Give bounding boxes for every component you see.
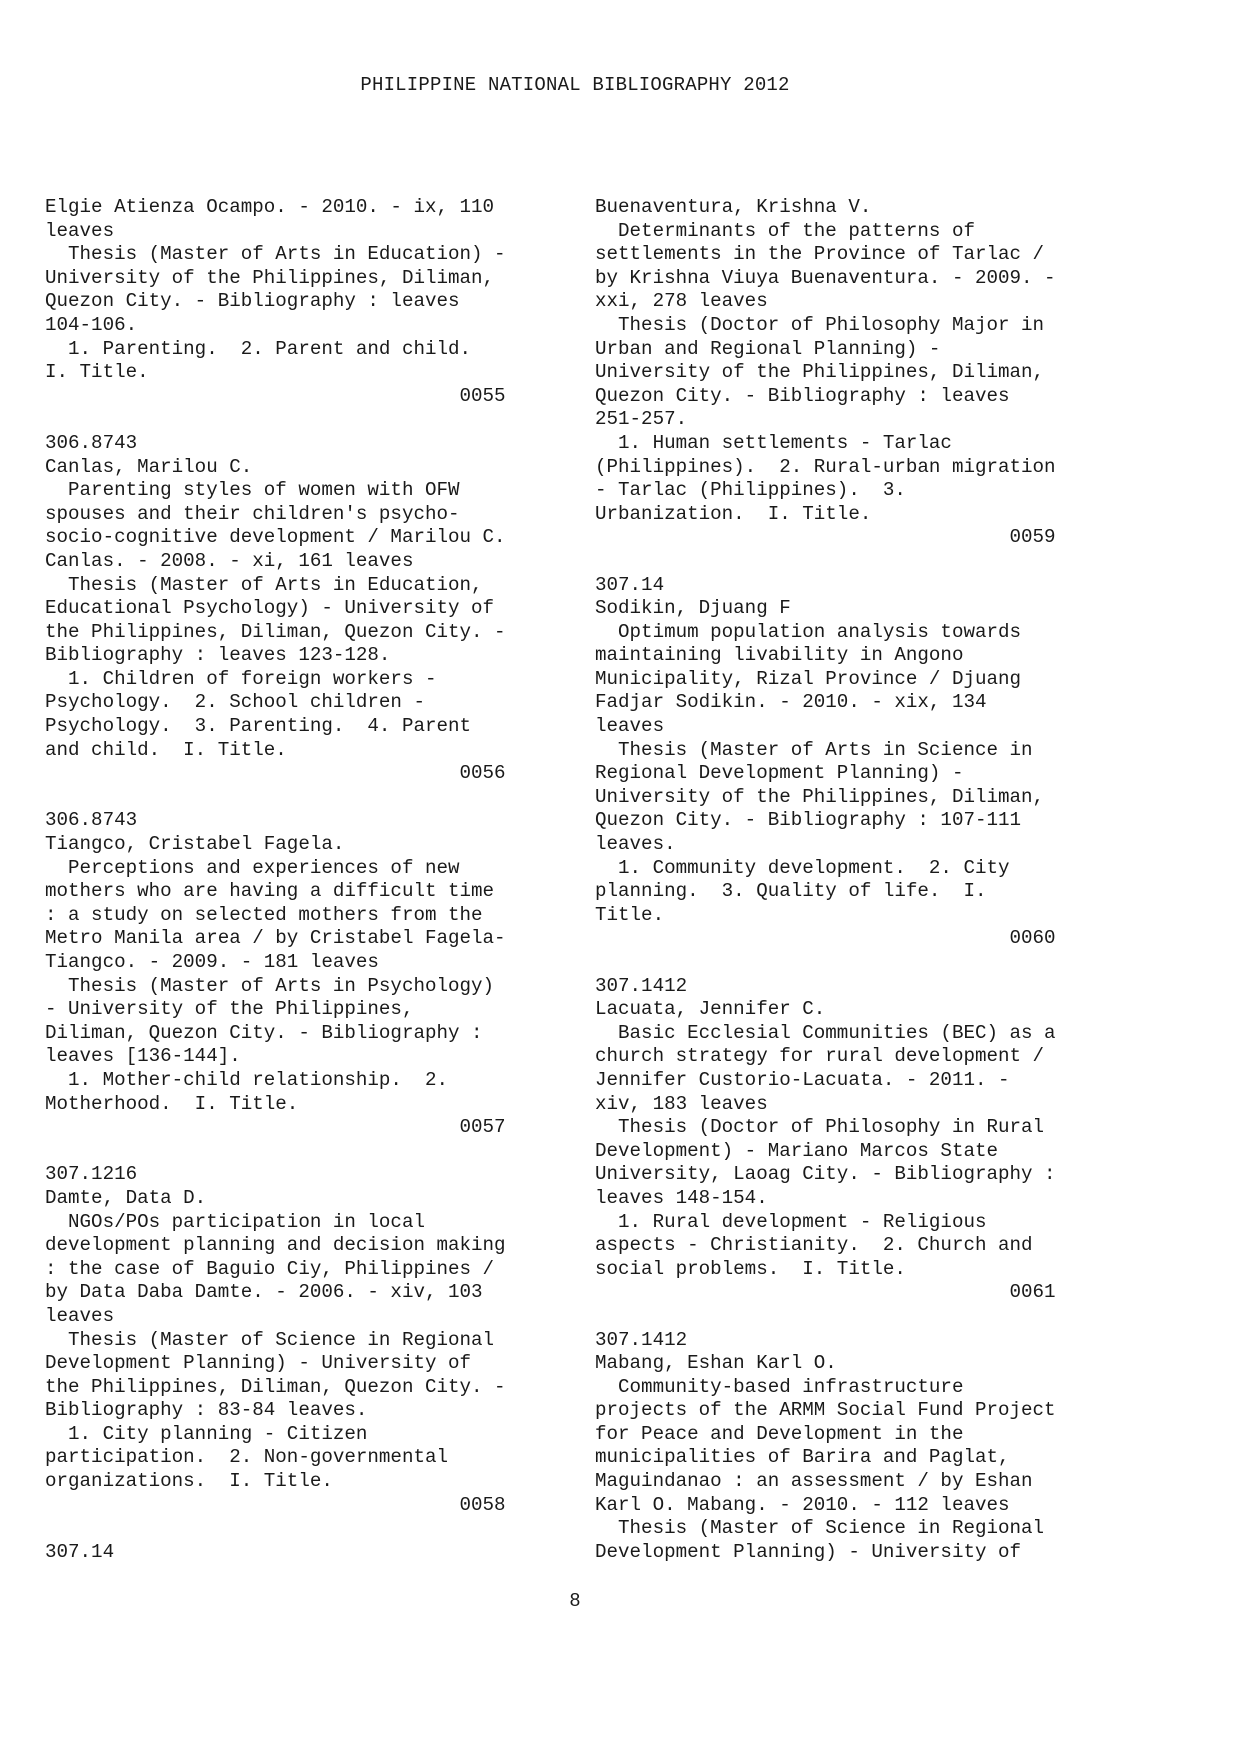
text-line: Development Planning) - University of (595, 1540, 1022, 1563)
text-line: 0060 (595, 927, 1056, 950)
text-line: organizations. I. Title. (45, 1470, 333, 1493)
text-line: Motherhood. I. Title. (45, 1092, 299, 1115)
text-line: University, Laoag City. - Bibliography : (595, 1163, 1056, 1186)
text-line: Canlas, Marilou C. (45, 455, 253, 478)
text-line: 1. Children of foreign workers - (45, 667, 437, 690)
text-line: Fadjar Sodikin. - 2010. - xix, 134 (595, 691, 987, 714)
text-line (595, 1305, 1056, 1329)
text-line: planning. 3. Quality of life. I. (595, 880, 987, 903)
text-line: Title. (595, 903, 665, 926)
text-line: Elgie Atienza Ocampo. - 2010. - ix, 110 (45, 196, 495, 218)
text-line: Thesis (Doctor of Philosophy in Rural (595, 1116, 1045, 1139)
text-line: maintaining livability in Angono (595, 644, 964, 667)
text-line: for Peace and Development in the (595, 1422, 964, 1445)
text-line: Tiangco, Cristabel Fagela. (45, 833, 345, 856)
text-line: 1. City planning - Citizen (45, 1422, 368, 1445)
text-line: Development Planning) - University of (45, 1352, 472, 1375)
text-line: Buenaventura, Krishna V. (595, 196, 872, 218)
text-line: Maguindanao : an assessment / by Eshan (595, 1470, 1033, 1493)
text-line: Mabang, Eshan Karl O. (595, 1352, 837, 1375)
text-line (595, 951, 1056, 975)
text-line: 307.14 (45, 1540, 115, 1563)
text-line: settlements in the Province of Tarlac / (595, 243, 1045, 266)
text-line: 0055 (45, 384, 506, 407)
text-line: Tiangco. - 2009. - 181 leaves (45, 951, 379, 973)
text-line: 0056 (45, 762, 506, 785)
text-line: Canlas. - 2008. - xi, 161 leaves (45, 549, 414, 572)
text-line (45, 408, 506, 432)
text-line: Thesis (Master of Arts in Psychology) (45, 974, 495, 997)
text-line: University of the Philippines, Diliman, (595, 785, 1045, 808)
text-line: 307.1216 (45, 1163, 138, 1186)
text-line: 306.8743 (45, 431, 138, 454)
text-line: Thesis (Master of Arts in Education) - (45, 243, 506, 266)
text-line: 0061 (595, 1281, 1056, 1304)
text-line: Psychology. 2. School children - (45, 691, 425, 714)
text-line (45, 1517, 506, 1541)
text-line: Psychology. 3. Parenting. 4. Parent (45, 715, 472, 738)
text-line: Urbanization. I. Title. (595, 502, 872, 525)
text-line: participation. 2. Non-governmental (45, 1446, 449, 1469)
text-line: Quezon City. - Bibliography : leaves (45, 290, 460, 313)
text-line: 306.8743 (45, 809, 138, 832)
text-line: 0058 (45, 1493, 506, 1516)
text-line: NGOs/POs participation in local (45, 1210, 425, 1233)
text-line: development planning and decision making (45, 1234, 506, 1257)
text-line: 0059 (595, 526, 1056, 549)
text-line: Damte, Data D. (45, 1186, 207, 1209)
text-line: 1. Mother-child relationship. 2. (45, 1068, 449, 1091)
text-line: Thesis (Master of Arts in Education, (45, 573, 483, 596)
text-line: 104-106. (45, 313, 138, 336)
text-line (595, 550, 1056, 574)
text-line: municipalities of Barira and Paglat, (595, 1446, 1010, 1469)
text-line: Thesis (Doctor of Philosophy Major in (595, 313, 1045, 336)
text-line (45, 1140, 506, 1164)
text-line: leaves [136-144]. (45, 1045, 241, 1068)
text-line: leaves (45, 219, 115, 242)
text-line: Urban and Regional Planning) - (595, 337, 941, 360)
text-line: Basic Ecclesial Communities (BEC) as a (595, 1021, 1056, 1044)
text-line: Thesis (Master of Science in Regional (45, 1328, 495, 1351)
text-line: aspects - Christianity. 2. Church and (595, 1234, 1033, 1257)
text-line: social problems. I. Title. (595, 1257, 906, 1280)
text-line: Thesis (Master of Science in Regional (595, 1517, 1045, 1540)
text-line: projects of the ARMM Social Fund Project (595, 1399, 1056, 1422)
text-line: leaves. (595, 833, 676, 856)
text-line: (Philippines). 2. Rural-urban migration (595, 455, 1056, 478)
text-line (45, 786, 506, 810)
text-line: 1. Parenting. 2. Parent and child. (45, 337, 472, 360)
page-number: 8 (569, 1590, 581, 1612)
text-line: Thesis (Master of Arts in Science in (595, 738, 1033, 761)
text-line: leaves 148-154. (595, 1186, 768, 1209)
text-line: Optimum population analysis towards (595, 620, 1022, 643)
right-column (595, 196, 1056, 1564)
text-line: xxi, 278 leaves (595, 290, 768, 313)
text-line: the Philippines, Diliman, Quezon City. - (45, 1375, 506, 1398)
text-line: : a study on selected mothers from the (45, 903, 483, 926)
text-line: 307.1412 (595, 974, 688, 997)
text-line: Quezon City. - Bibliography : 107-111 (595, 809, 1022, 832)
text-line: leaves (45, 1304, 115, 1327)
text-line: Bibliography : leaves 123-128. (45, 644, 391, 667)
text-line: mothers who are having a difficult time (45, 880, 495, 903)
text-line: Perceptions and experiences of new (45, 856, 460, 879)
text-line: 307.14 (595, 573, 665, 596)
text-line: University of the Philippines, Diliman, (595, 361, 1045, 384)
text-line: by Krishna Viuya Buenaventura. - 2009. - (595, 266, 1056, 289)
text-line: and child. I. Title. (45, 738, 287, 761)
text-line: 1. Community development. 2. City (595, 856, 1010, 879)
text-line: Lacuata, Jennifer C. (595, 998, 826, 1021)
text-line: Community-based infrastructure (595, 1375, 964, 1398)
text-line: Sodikin, Djuang F (595, 597, 791, 620)
text-line: Educational Psychology) - University of (45, 597, 495, 620)
text-line: I. Title. (45, 361, 149, 384)
text-line: Determinants of the patterns of (595, 219, 975, 242)
text-line: Bibliography : 83-84 leaves. (45, 1399, 368, 1422)
text-line: Metro Manila area / by Cristabel Fagela- (45, 927, 506, 950)
text-line: Quezon City. - Bibliography : leaves (595, 384, 1010, 407)
text-line: the Philippines, Diliman, Quezon City. - (45, 620, 506, 643)
text-line: 251-257. (595, 408, 688, 431)
text-line: - Tarlac (Philippines). 3. (595, 479, 906, 502)
text-line: xiv, 183 leaves (595, 1092, 768, 1115)
text-line: Karl O. Mabang. - 2010. - 112 leaves (595, 1493, 1010, 1516)
text-line: 0057 (45, 1116, 506, 1139)
text-line: Municipality, Rizal Province / Djuang (595, 667, 1022, 690)
text-line: socio-cognitive development / Marilou C. (45, 526, 506, 549)
text-line: Jennifer Custorio-Lacuata. - 2011. - (595, 1068, 1010, 1091)
page-header: PHILIPPINE NATIONAL BIBLIOGRAPHY 2012 (360, 74, 790, 96)
text-line: : the case of Baguio Ciy, Philippines / (45, 1257, 495, 1280)
text-line: Development) - Mariano Marcos State (595, 1139, 999, 1162)
text-line: Regional Development Planning) - (595, 762, 964, 785)
text-line: 1. Human settlements - Tarlac (595, 431, 952, 454)
text-line: University of the Philippines, Diliman, (45, 266, 495, 289)
left-column (45, 196, 506, 1564)
text-line: 1. Rural development - Religious (595, 1210, 987, 1233)
text-line: Diliman, Quezon City. - Bibliography : (45, 1021, 483, 1044)
text-line: Parenting styles of women with OFW (45, 479, 460, 502)
text-line: 307.1412 (595, 1328, 688, 1351)
text-line: - University of the Philippines, (45, 998, 414, 1021)
text-line: leaves (595, 715, 665, 738)
text-line: spouses and their children's psycho- (45, 502, 460, 525)
text-line: church strategy for rural development / (595, 1045, 1045, 1068)
text-line: by Data Daba Damte. - 2006. - xiv, 103 (45, 1281, 483, 1304)
